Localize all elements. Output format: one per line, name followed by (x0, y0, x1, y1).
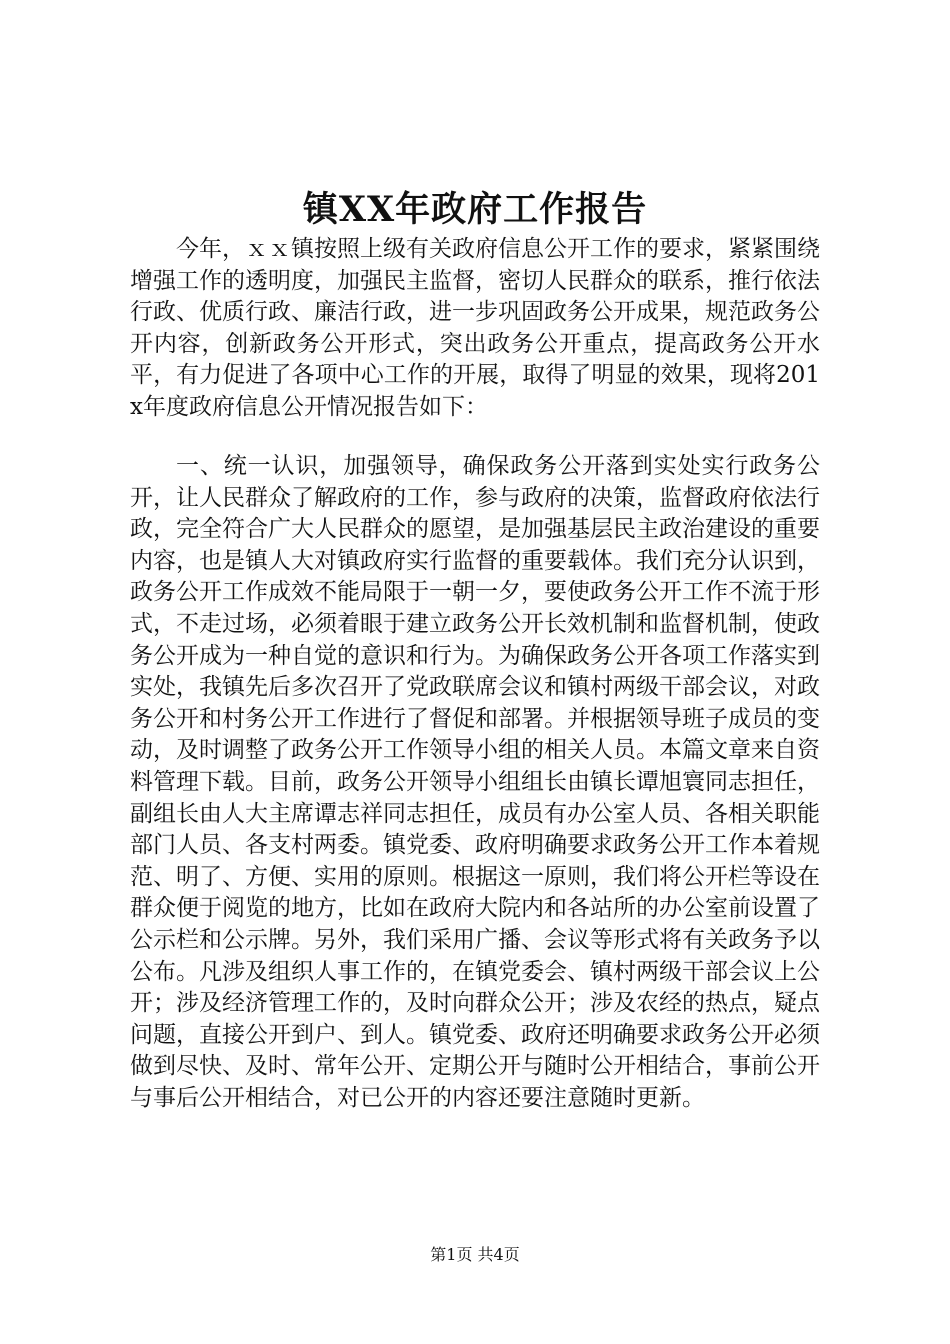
paragraph-intro: 今年，ｘｘ镇按照上级有关政府信息公开工作的要求，紧紧围绕增强工作的透明度，加强民主监督，密切人民群众的联系，推行依法行政、优质行政、廉洁行政，进一步巩固政务公开成果，规范政务公开内容，创新政务公开形式，突出政务公开重点，提高政务公开水平，有力促进了各项中心工作的开展，取得了明显的效果，现将201x年度政府信息公开情况报告如下： (130, 236, 820, 420)
document-title: 镇XX年政府工作报告 (302, 189, 648, 230)
page-number-footer: 第1页 共4页 (430, 1245, 520, 1264)
paragraph-section-one: 一、统一认识，加强领导，确保政务公开落到实处实行政务公开，让人民群众了解政府的工作，参与政府的决策，监督政府依法行政，完全符合广大人民群众的愿望，是加强基层民主政治建设的重要内容，也是镇人大对镇政府实行监督的重要载体。我们充分认识到，政务公开工作成效不能局限于一朝一夕，要使政务公开工作不流于形式，不走过场，必须着眼于建立政务公开长效机制和监督机制，使政务公开成为一种自觉的意识和行为。为确保政务公开各项工作落实到实处，我镇先后多次召开了党政联席会议和镇村两级干部会议，对政务公开和村务公开工作进行了督促和部署。并根据领导班子成员的变动，及时调整了政务公开工作领导小组的相关人员。本篇文章来自资料管理下载。目前，政务公开领导小组组长由镇长谭旭寰同志担任，副组长由人大主席谭志祥同志担任，成员有办公室人员、各相关职能部门人员、各支村两委。镇党委、政府明确要求政务公开工作本着规范、明了、方便、实用的原则。根据这一原则，我们将公开栏等设在群众便于阅览的地方，比如在政府大院内和各站所的办公室前设置了公示栏和公示牌。另外，我们采用广播、会议等形式将有关政务予以公布。凡涉及组织人事工作的，在镇党委会、镇村两级干部会议上公开；涉及经济管理工作的，及时向群众公开；涉及农经的热点，疑点问题，直接公开到户、到人。镇党委、政府还明确要求政务公开必须做到尽快、及时、常年公开、定期公开与随时公开相结合，事前公开与事后公开相结合，对已公开的内容还要注意随时更新。 (130, 453, 820, 1111)
